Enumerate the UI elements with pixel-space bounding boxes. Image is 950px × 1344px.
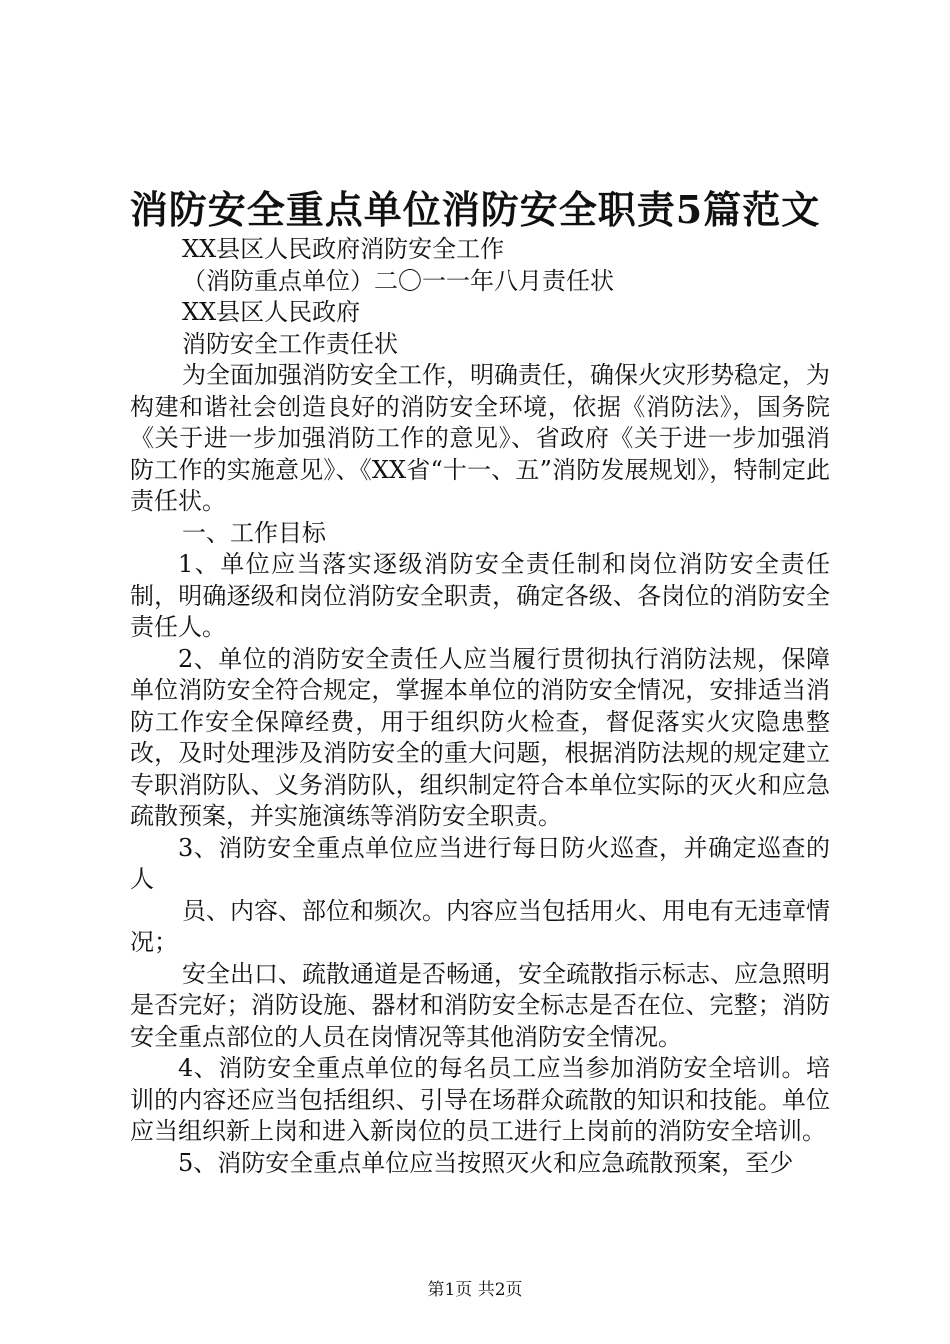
paragraph-item-5: 5、消防安全重点单位应当按照灭火和应急疏散预案，至少 (178, 1148, 794, 1177)
paragraph-item-3-cont-2: 安全出口、疏散通道是否畅通，安全疏散指示标志、应急照明是否完好；消防设施、器材和消防安全标志是否在位、完整；消防安全重点部位的人员在岗情况等其他消防安全情况。 (130, 959, 830, 1051)
paragraph-item-4: 4、消防安全重点单位的每名员工应当参加消防安全培训。培训的内容还应当包括组织、引导在场群众疏散的知识和技能。单位应当组织新上岗和进入新岗位的员工进行上岗前的消防安全培训。 (130, 1054, 830, 1145)
document-body (130, 234, 830, 1179)
paragraph-item-3-cont-1: 员、内容、部位和频次。内容应当包括用火、用电有无违章情况； (130, 896, 830, 956)
page-number-footer: 第1页 共2页 (427, 1280, 523, 1300)
paragraph-intro: 为全面加强消防安全工作，明确责任，确保火灾形势稳定，为构建和谐社会创造良好的消防安全环境，依据《消防法》，国务院《关于进一步加强消防工作的意见》、省政府《关于进一步加强消防工作的实施意见》、《XX省“十一、五”消防发展规划》，特制定此责任状。 (130, 361, 830, 515)
paragraph-header-line-2: （消防重点单位）二〇一一年八月责任状 (182, 266, 614, 295)
paragraph-header-line-1: XX县区人民政府消防安全工作 (182, 235, 505, 263)
paragraph-header-line-3: XX县区人民政府 (182, 298, 361, 326)
paragraph-item-1: 1、单位应当落实逐级消防安全责任制和岗位消防安全责任制，明确逐级和岗位消防安全职责，确定各级、各岗位的消防安全责任人。 (130, 550, 830, 641)
document-title: 消防安全重点单位消防安全职责5篇范文 (129, 187, 821, 232)
paragraph-item-3: 3、消防安全重点单位应当进行每日防火巡查，并确定巡查的人 (130, 833, 830, 893)
paragraph-header-line-4: 消防安全工作责任状 (182, 329, 398, 358)
paragraph-item-2: 2、单位的消防安全责任人应当履行贯彻执行消防法规，保障单位消防安全符合规定，掌握本单位的消防安全情况，安排适当消防工作安全保障经费，用于组织防火检查，督促落实火灾隐患整改，及时处理涉及消防安全的重大问题，根据消防法规的规定建立专职消防队、义务消防队，组织制定符合本单位实际的灭火和应急疏散预案，并实施演练等消防安全职责。 (130, 644, 830, 830)
section-heading: 一、工作目标 (182, 518, 326, 547)
